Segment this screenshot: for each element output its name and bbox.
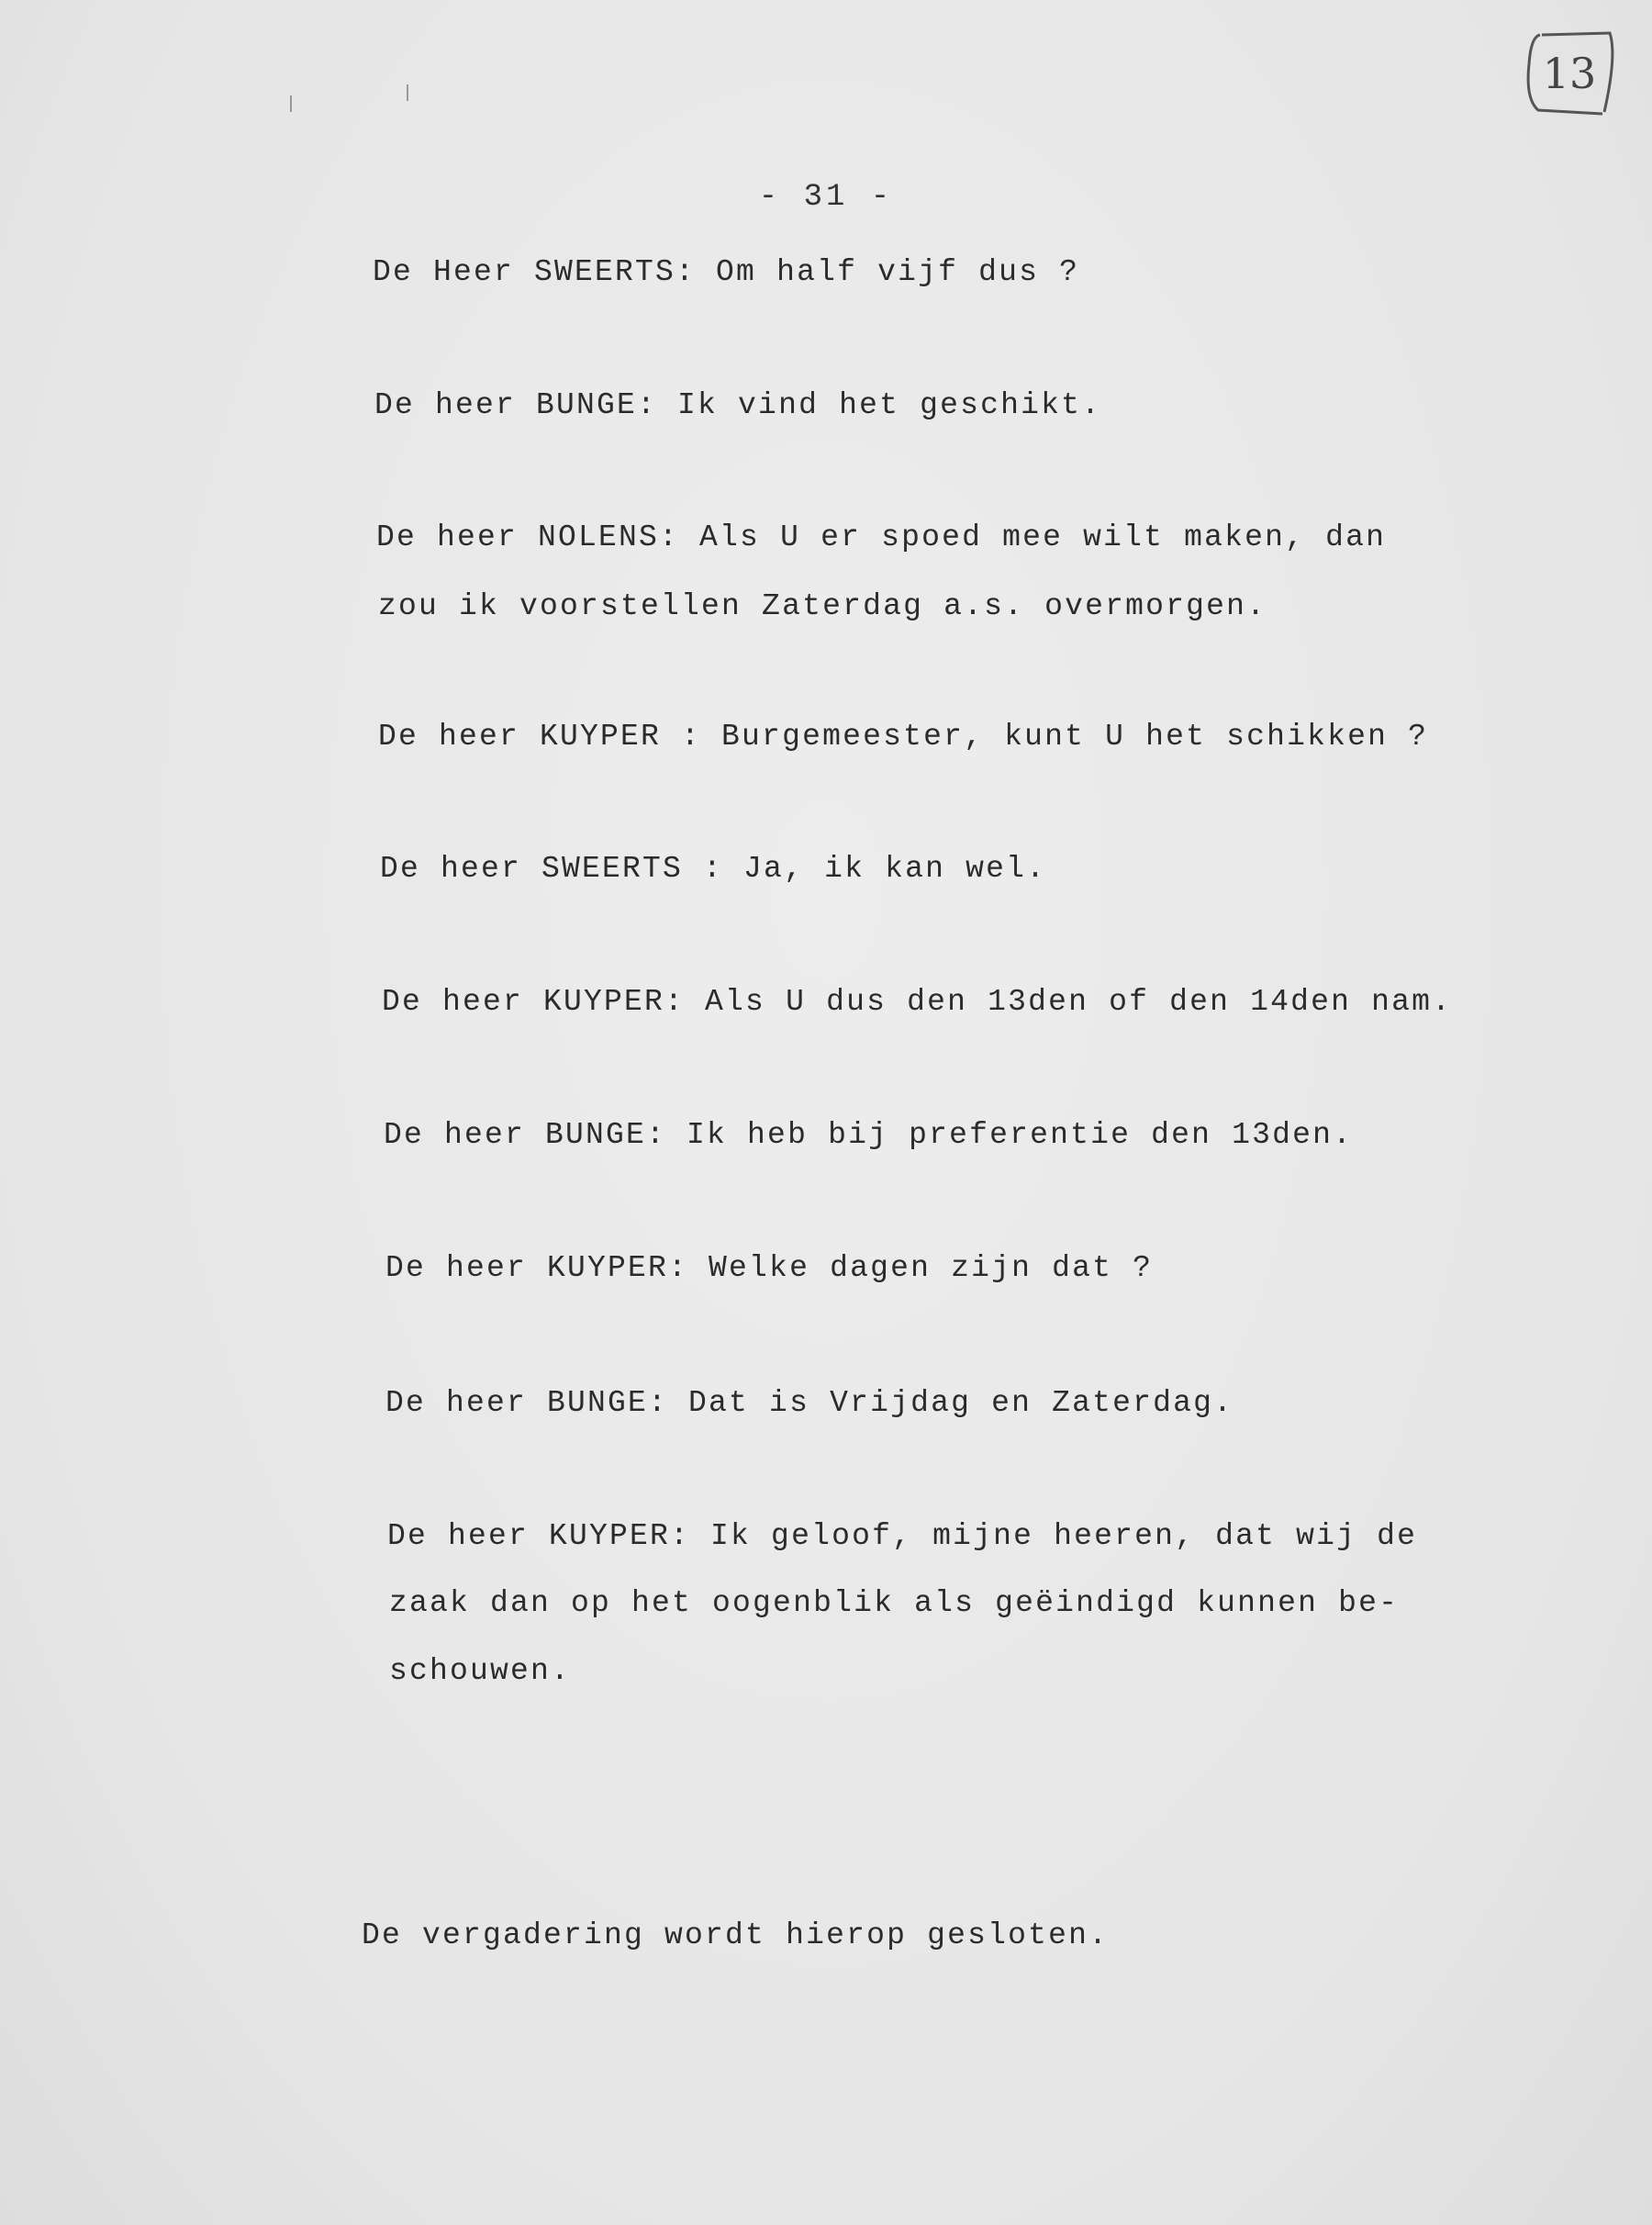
page-number: - 31 - [758,180,894,215]
speech-line: De heer SWEERTS : Ja, ik kan wel. [380,852,1047,886]
speech-line: De heer BUNGE: Dat is Vrijdag en Zaterdag. [385,1386,1234,1420]
page-stamp [1514,28,1624,119]
speech-line: De heer KUYPER: Als U dus den 13den of den 14den nam. [382,985,1453,1019]
speech-line: De heer KUYPER : Burgemeester, kunt U het schikken ? [378,720,1429,754]
speech-line: De heer KUYPER: Welke dagen zijn dat ? [385,1251,1154,1285]
speech-line: De heer BUNGE: Ik heb bij preferentie den 13den. [384,1118,1354,1152]
closing-line: De vergadering wordt hierop gesloten. [362,1918,1110,1952]
speech-line: schouwen. [389,1654,572,1688]
speech-line: De heer KUYPER: Ik geloof, mijne heeren, dat wij de [387,1519,1418,1553]
margin-mark [290,95,292,112]
margin-mark [407,84,408,101]
speech-line: zou ik voorstellen Zaterdag a.s. overmorgen. [378,589,1267,623]
speech-line: De Heer SWEERTS: Om half vijf dus ? [373,255,1080,289]
speech-line: De heer BUNGE: Ik vind het geschikt. [374,388,1102,422]
speech-line: De heer NOLENS: Als U er spoed mee wilt maken, dan [376,520,1387,554]
speech-line: zaak dan op het oogenblik als geëindigd kunnen be- [389,1586,1400,1620]
stamp-number: 13 [1542,49,1597,98]
